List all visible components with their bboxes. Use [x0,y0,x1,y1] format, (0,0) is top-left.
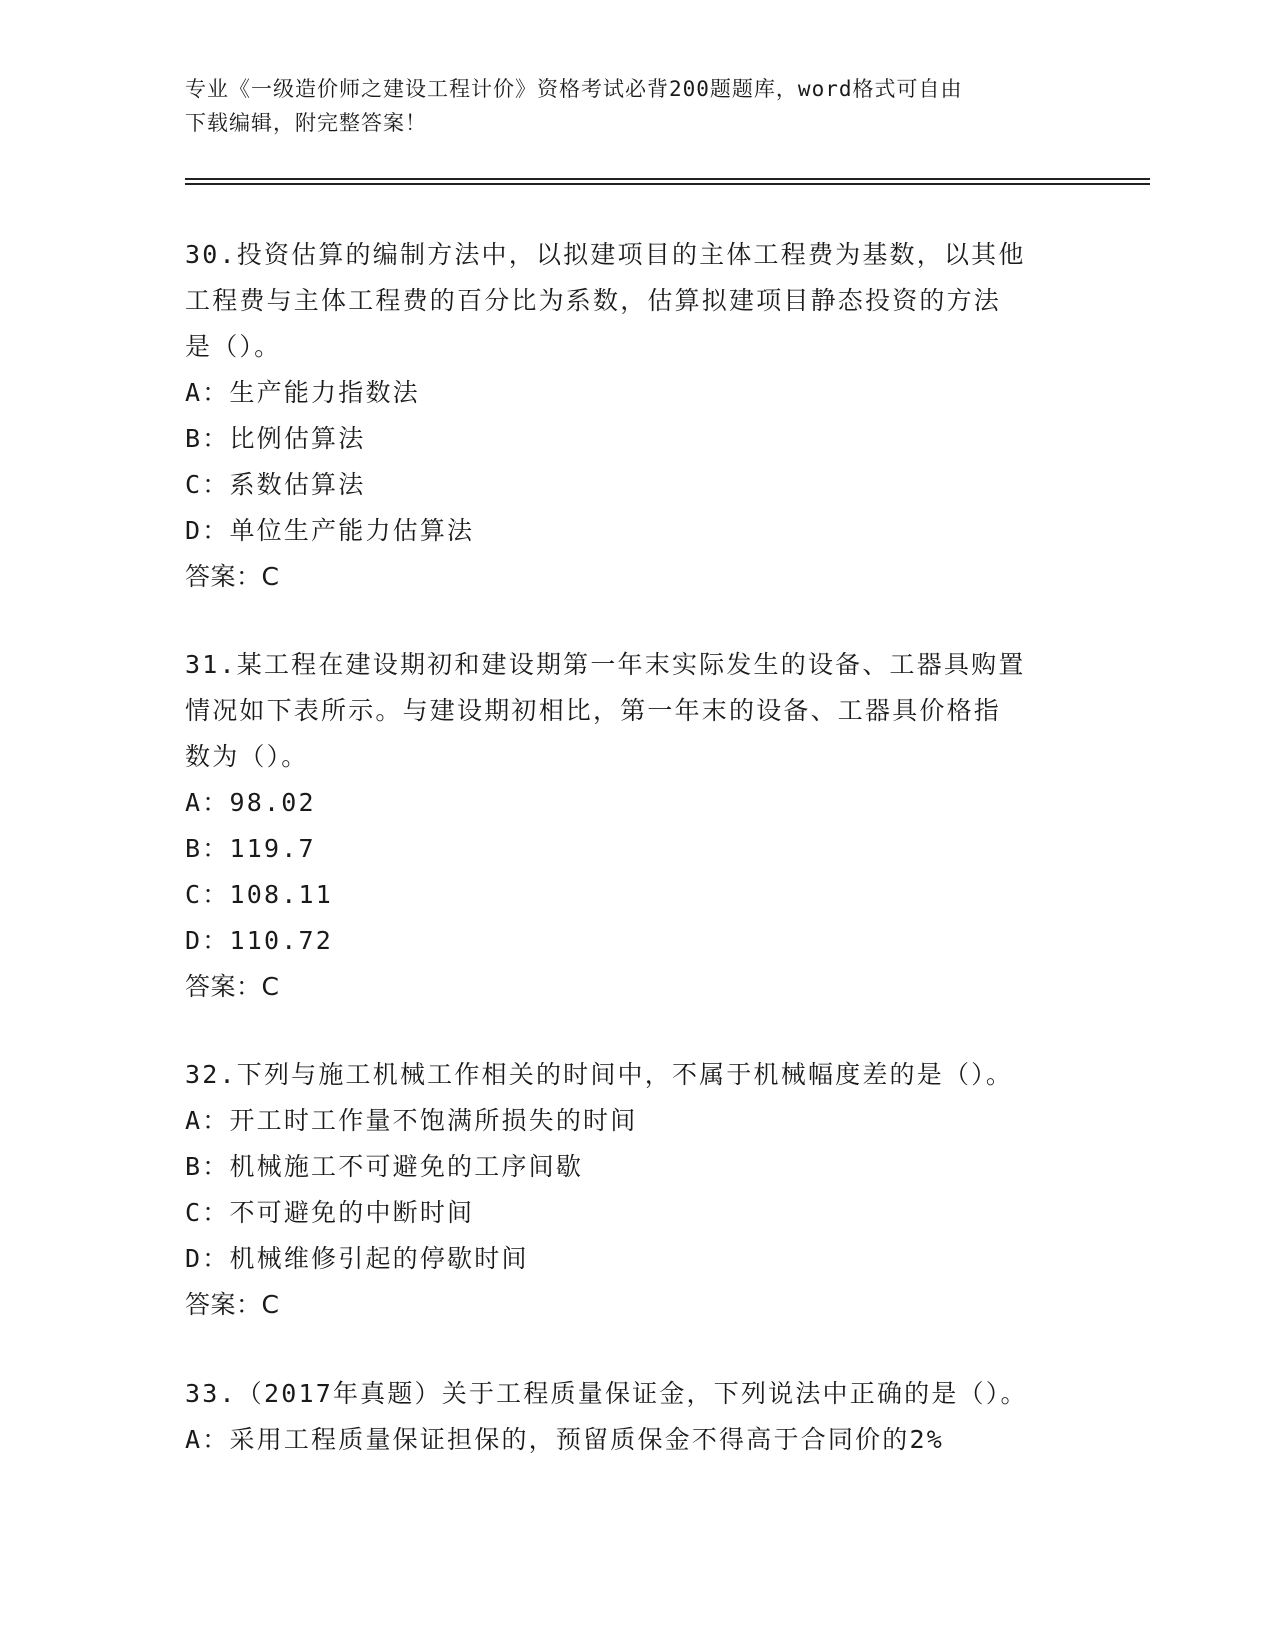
question-stem-line: 数为（）。 [185,742,309,771]
option-c: C：108.11 [185,880,333,909]
option-a: A：98.02 [185,788,316,817]
header-line-2: 下载编辑，附完整答案！ [185,111,427,135]
document-header [185,72,1065,140]
option-d: D：单位生产能力估算法 [185,516,475,545]
option-d: D：110.72 [185,926,333,955]
question-stem-line: 31.某工程在建设期初和建设期第一年末实际发生的设备、工器具购置 [185,650,1026,679]
option-a: A：开工时工作量不饱满所损失的时间 [185,1106,638,1135]
option-b: B：比例估算法 [185,424,366,453]
question-30 [185,232,1085,600]
option-c: C：系数估算法 [185,470,366,499]
option-b: B：119.7 [185,834,316,863]
question-33 [185,1371,1085,1463]
option-a: A：生产能力指数法 [185,378,420,407]
answer: 答案：C [185,562,280,591]
question-stem-line: 工程费与主体工程费的百分比为系数，估算拟建项目静态投资的方法 [185,286,1002,315]
question-stem-line: 30.投资估算的编制方法中，以拟建项目的主体工程费为基数，以其他 [185,240,1026,269]
question-stem-line: 是（）。 [185,332,282,361]
answer: 答案：C [185,1290,280,1319]
question-stem-line: 情况如下表所示。与建设期初相比，第一年末的设备、工器具价格指 [185,696,1002,725]
option-c: C：不可避免的中断时间 [185,1198,475,1227]
option-b: B：机械施工不可避免的工序间歇 [185,1152,584,1181]
question-32 [185,1052,1085,1328]
header-line-1: 专业《一级造价师之建设工程计价》资格考试必背200题题库，word格式可自由 [185,77,963,101]
question-stem-line: 33.（2017年真题）关于工程质量保证金，下列说法中正确的是（）。 [185,1379,1028,1408]
option-a: A：采用工程质量保证担保的，预留质保金不得高于合同价的2% [185,1425,944,1454]
header-rule-bottom [185,183,1150,185]
header-rule-top [185,178,1150,180]
question-stem-line: 32.下列与施工机械工作相关的时间中，不属于机械幅度差的是（）。 [185,1060,1014,1089]
answer: 答案：C [185,972,280,1001]
option-d: D：机械维修引起的停歇时间 [185,1244,529,1273]
question-31 [185,642,1085,1010]
